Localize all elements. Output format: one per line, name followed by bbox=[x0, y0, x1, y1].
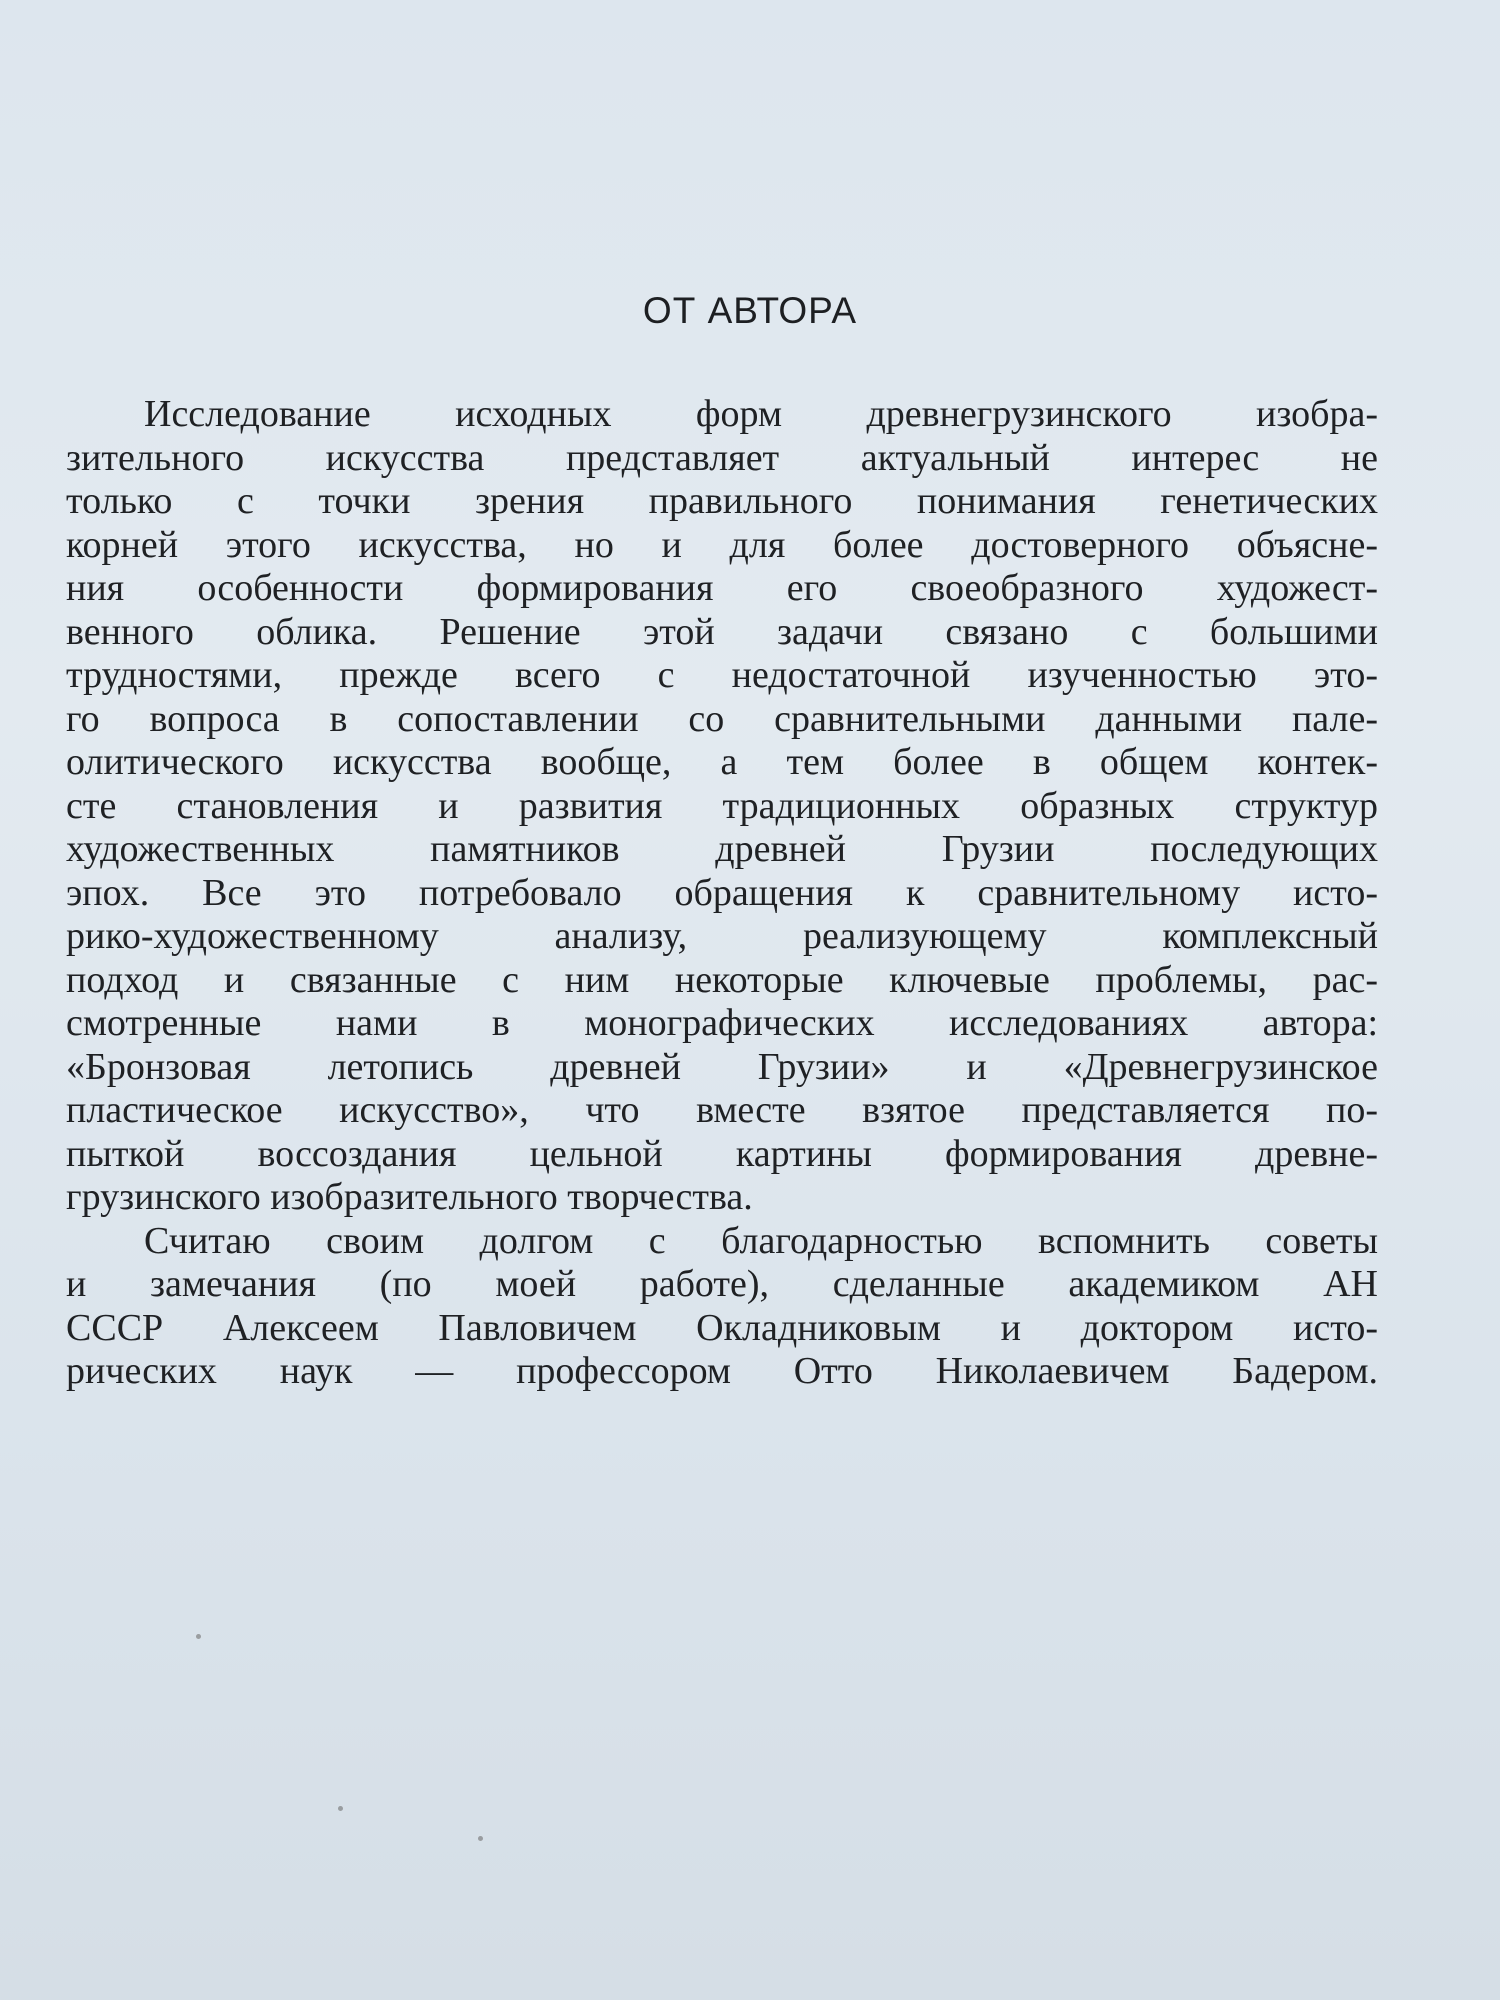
text-line: Исследование исходных форм древнегрузинского изобра- bbox=[144, 393, 1378, 435]
text-line: сте становления и развития традиционных образных структур bbox=[66, 784, 1378, 827]
text-line: трудностями, прежде всего с недостаточной изученностью это- bbox=[66, 654, 1378, 696]
text-line: ния особенности формирования его своеобразного художест- bbox=[66, 567, 1378, 609]
text-line: и замечания (по моей работе), сделанные академиком АН bbox=[66, 1263, 1378, 1305]
paper-speck bbox=[196, 1634, 201, 1639]
text-line: олитического искусства вообще, а тем более в общем контек- bbox=[66, 741, 1378, 783]
paper-speck bbox=[478, 1836, 483, 1841]
text-line: грузинского изобразительного творчества. bbox=[66, 1176, 753, 1218]
bleed-through-top bbox=[60, 0, 1440, 300]
page-title: ОТ АВТОРА bbox=[642, 290, 858, 331]
text-line: го вопроса в сопоставлении со сравнительными данными пале- bbox=[66, 697, 1378, 740]
text-line: «Бронзовая летопись древней Грузии» и «Древнегрузинское bbox=[66, 1045, 1378, 1088]
text-line: смотренные нами в монографических исследованиях автора: bbox=[66, 1002, 1378, 1044]
text-line: пыткой воссоздания цельной картины формирования древне- bbox=[66, 1132, 1378, 1175]
text-line: рико-художественному анализу, реализующему комплексный bbox=[66, 915, 1378, 957]
text-line: венного облика. Решение этой задачи связано с большими bbox=[66, 610, 1378, 653]
text-line: рических наук — профессором Отто Николаевичем Бадером. bbox=[66, 1350, 1378, 1392]
body-text bbox=[66, 393, 1378, 1394]
text-line: пластическое искусство», что вместе взятое представляется по- bbox=[66, 1089, 1378, 1131]
paragraph bbox=[66, 393, 1378, 1220]
text-line: художественных памятников древней Грузии последующих bbox=[66, 828, 1378, 870]
text-line: только с точки зрения правильного понимания генетических bbox=[66, 480, 1378, 522]
bleed-through-bottom bbox=[60, 1395, 1440, 2000]
paragraph bbox=[66, 1220, 1378, 1394]
text-line: Считаю своим долгом с благодарностью вспомнить советы bbox=[144, 1219, 1378, 1262]
text-line: подход и связанные с ним некоторые ключевые проблемы, рас- bbox=[66, 958, 1378, 1001]
text-line: зительного искусства представляет актуальный интерес не bbox=[66, 436, 1378, 479]
text-line: СССР Алексеем Павловичем Окладниковым и доктором исто- bbox=[66, 1306, 1378, 1349]
paper-speck bbox=[338, 1806, 343, 1811]
text-line: эпох. Все это потребовало обращения к сравнительному исто- bbox=[66, 871, 1378, 914]
text-line: корней этого искусства, но и для более достоверного объясне- bbox=[66, 523, 1378, 566]
